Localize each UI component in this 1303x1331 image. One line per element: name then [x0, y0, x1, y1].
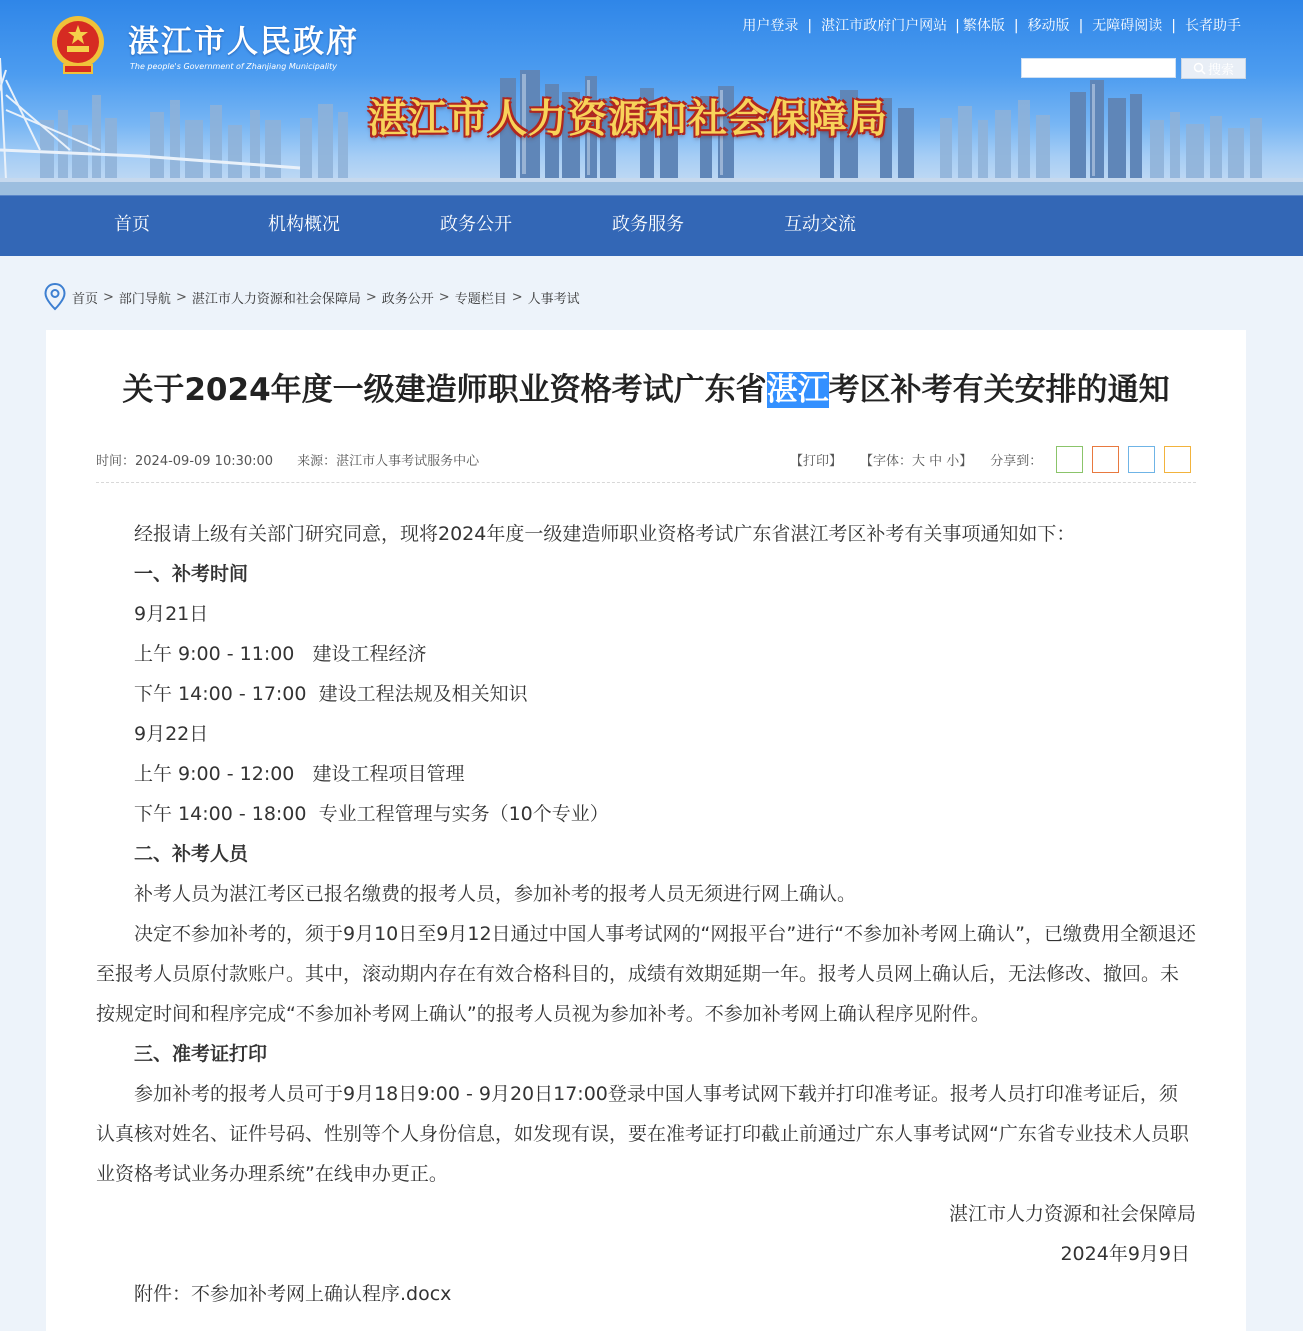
breadcrumb-personnel-exam[interactable]: 人事考试 [527, 291, 580, 307]
article-tools [790, 450, 1042, 469]
article-paragraph: 下午 14:00 - 17:00 建设工程法规及相关知识 [134, 683, 528, 705]
share-qq-button[interactable] [1128, 446, 1155, 473]
breadcrumb-government-affairs[interactable]: 政务公开 [381, 291, 434, 307]
link-separator: | [1013, 18, 1019, 34]
share-qzone-button[interactable] [1164, 446, 1191, 473]
article-paragraph: 经报请上级有关部门研究同意，现将2024年度一级建造师职业资格考试广东省湛江考区补考有关事项通知如下： [134, 523, 1076, 545]
section-heading: 二、补考人员 [134, 843, 249, 865]
search-input[interactable] [1021, 58, 1176, 78]
meta-divider [96, 482, 1196, 483]
share-weibo-button[interactable] [1092, 446, 1119, 473]
search-icon [1193, 62, 1206, 75]
nav-item-government-affairs[interactable]: 政务公开 [440, 214, 512, 235]
publish-time: 时间：2024-09-09 10:30:00 [96, 454, 274, 469]
breadcrumb-separator: > [175, 289, 187, 305]
share-label: 分享到： [990, 454, 1043, 469]
article-panel [46, 330, 1246, 1331]
attachment-link[interactable]: 不参加补考网上确认程序.docx [191, 1283, 452, 1305]
elderly-helper-link[interactable]: 长者助手 [1185, 18, 1241, 34]
nav-item-government-services[interactable]: 政务服务 [612, 214, 684, 235]
breadcrumb-separator: > [438, 289, 450, 305]
article-body [96, 514, 1196, 1314]
article-paragraph: 补考人员为湛江考区已报名缴费的报考人员，参加补考的报考人员无须进行网上确认。 [134, 883, 857, 905]
print-button[interactable]: 【打印】 [790, 454, 843, 469]
section-heading: 三、准考证打印 [134, 1043, 268, 1065]
link-separator: | [807, 18, 813, 34]
location-pin-icon [44, 283, 66, 311]
link-separator: | [1171, 18, 1176, 34]
attachment-label: 附件： [134, 1283, 192, 1305]
nav-item-organization[interactable]: 机构概况 [268, 214, 340, 235]
section-heading: 一、补考时间 [134, 563, 249, 585]
signature: 湛江市人力资源和社会保障局 [948, 1203, 1196, 1225]
portal-link[interactable]: 湛江市政府门户网站 [821, 18, 948, 34]
search-button[interactable] [1181, 58, 1246, 79]
login-link[interactable]: 用户登录 [742, 18, 799, 34]
article-source: 来源：湛江市人事考试服务中心 [297, 454, 480, 469]
search-button-label: 搜索 [1207, 63, 1234, 78]
article-paragraph: 9月22日 [134, 723, 209, 745]
national-emblem-icon [50, 13, 106, 75]
share-wechat-button[interactable] [1056, 446, 1083, 473]
title-part: 关于2024年度一级建造师职业资格考试广东省 [122, 372, 767, 408]
breadcrumb-separator: > [511, 289, 523, 305]
sign-date: 2024年9月9日 [1060, 1243, 1190, 1265]
article-paragraph: 下午 14:00 - 18:00 专业工程管理与实务（10个专业） [134, 803, 609, 825]
site-name[interactable]: 湛江市人民政府 [128, 24, 359, 60]
site-header [0, 0, 1303, 195]
title-part: 考区补考有关安排的通知 [828, 372, 1170, 408]
article-paragraph: 9月21日 [134, 603, 209, 625]
link-separator: | [955, 18, 960, 34]
breadcrumb-bureau[interactable]: 湛江市人力资源和社会保障局 [191, 291, 361, 307]
breadcrumb [44, 283, 580, 311]
title-selected-text: 湛江 [766, 372, 829, 408]
font-size-switcher[interactable]: 【字体：大 中 小】 [860, 454, 973, 469]
article-paragraph: 参加补考的报考人员可于9月18日9:00 - 9月20日17:00登录中国人事考试网下载并打印准考证。报考人员打印准考证后，须认真核对姓名、证件号码、性别等个人身份信息，如发现有误，要在准考证打印截止前通过广东人事考试网“广东省专业技术人员职业资格考试业务办理系统”在线申办更正。 [96, 1083, 1189, 1185]
mobile-version-link[interactable]: 移动版 [1027, 18, 1070, 34]
article-paragraph: 上午 9:00 - 12:00 建设工程项目管理 [134, 763, 465, 785]
breadcrumb-special-column[interactable]: 专题栏目 [454, 291, 507, 307]
article-paragraph: 上午 9:00 - 11:00 建设工程经济 [134, 643, 427, 665]
breadcrumb-separator: > [103, 289, 114, 305]
link-separator: | [1078, 18, 1084, 34]
attachment [96, 1274, 1196, 1314]
breadcrumb-separator: > [365, 289, 377, 305]
breadcrumb-department-nav[interactable]: 部门导航 [118, 291, 171, 307]
bureau-title: 湛江市人力资源和社会保障局 [368, 97, 889, 142]
top-links [742, 15, 1241, 35]
traditional-chinese-link[interactable]: 繁体版 [962, 18, 1005, 34]
breadcrumb-home[interactable]: 首页 [72, 291, 99, 307]
article-meta [96, 450, 479, 469]
article-paragraph: 决定不参加补考的，须于9月10日至9月12日通过中国人事考试网的“网报平台”进行“不参加补考网上确认”，已缴费用全额退还至报考人员原付款账户。其中，滚动期内存在有效合格科目的，成绩有效期延期一年。报考人员网上确认后，无法修改、撤回。未按规定时间和程序完成“不参加补考网上确认”的报考人员视为参加补考。不参加补考网上确认程序见附件。 [96, 923, 1196, 1025]
article-title [46, 368, 1246, 412]
main-nav [0, 195, 1303, 256]
nav-item-home[interactable]: 首页 [114, 214, 150, 235]
nav-item-interaction[interactable]: 互动交流 [784, 214, 856, 235]
site-name-english: The people's Government of Zhanjiang Municipality [130, 62, 338, 71]
accessibility-link[interactable]: 无障碍阅读 [1092, 18, 1163, 34]
